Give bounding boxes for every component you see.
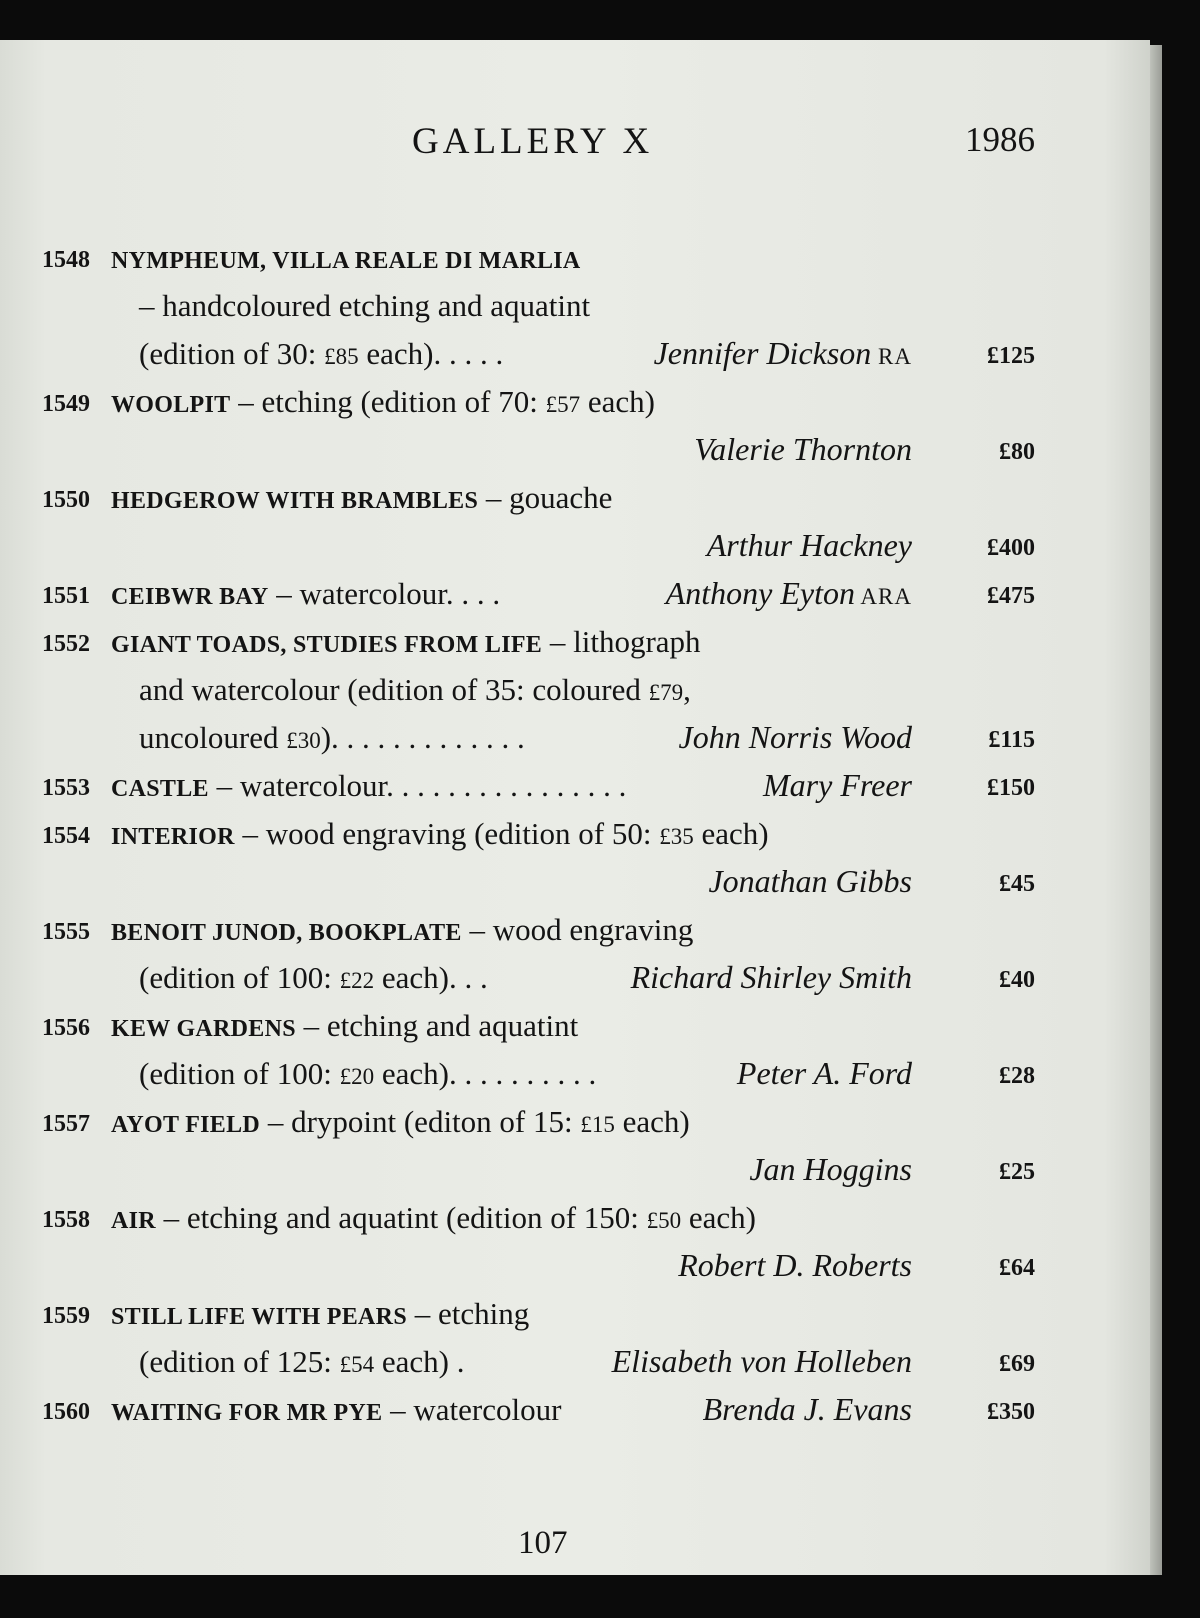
entry-artist: Mary Freer — [763, 767, 912, 803]
entry-heading — [111, 1008, 578, 1044]
entry-number: 1554 — [42, 823, 90, 849]
entry-edition — [139, 672, 691, 708]
entry-title: INTERIOR — [111, 824, 235, 850]
entry-price: £28 — [999, 1063, 1035, 1089]
entry-1555-line2 — [0, 952, 1150, 1000]
entry-description: – etching (edition of 70: — [230, 384, 546, 419]
entry-number: 1559 — [42, 1303, 90, 1329]
entry-heading — [111, 480, 612, 516]
entry-description: – gouache — [478, 480, 613, 515]
artist-honours: ARA — [854, 584, 912, 609]
entry-price: £125 — [987, 343, 1035, 369]
gallery-title: GALLERY X — [412, 121, 654, 162]
entry-heading — [111, 384, 655, 420]
entry-description: – etching — [406, 1296, 530, 1331]
entry-heading — [111, 1200, 756, 1236]
edition-price: £57 — [545, 392, 581, 417]
entry-title: KEW GARDENS — [111, 1016, 296, 1042]
page-edge — [1150, 45, 1162, 1575]
entry-1552-line3 — [0, 712, 1150, 760]
entry-1554-line1 — [0, 808, 1150, 856]
edition-text: (edition of 100: — [139, 1056, 340, 1091]
entry-artist: Elisabeth von Holleben — [611, 1343, 912, 1379]
entry-1549-line1 — [0, 376, 1150, 424]
entry-artist: Jonathan Gibbs — [708, 863, 912, 899]
entry-price: £45 — [999, 871, 1035, 897]
entry-price: £69 — [999, 1351, 1035, 1377]
entry-description: – drypoint (editon of 15: — [260, 1104, 581, 1139]
entry-title: WAITING FOR MR PYE — [111, 1400, 383, 1426]
entry-price: £475 — [987, 583, 1035, 609]
entry-description: – wood engraving — [461, 912, 694, 947]
entry-price: £350 — [987, 1399, 1035, 1425]
entry-edition — [139, 1344, 464, 1380]
entry-number: 1548 — [42, 247, 90, 273]
entry-title: WOOLPIT — [111, 392, 231, 418]
entry-edition — [139, 336, 503, 372]
entry-1552-line2 — [0, 664, 1150, 712]
entry-heading — [111, 768, 626, 804]
entry-number: 1551 — [42, 583, 90, 609]
entry-artist: John Norris Wood — [678, 719, 912, 755]
edition-text: and watercolour (edition of 35: coloured — [139, 672, 649, 707]
edition-leader: each) . — [374, 1344, 465, 1379]
edition-price: £20 — [339, 1064, 375, 1089]
catalogue-page — [0, 40, 1150, 1575]
entry-price: £400 — [987, 535, 1035, 561]
entry-artist: Robert D. Roberts — [678, 1247, 912, 1283]
edition-text: (edition of 125: — [139, 1344, 340, 1379]
entry-heading — [111, 240, 581, 276]
artist-name: Anthony Eyton — [665, 575, 855, 611]
page-header — [0, 120, 1150, 180]
edition-leader: each). . . . . — [358, 336, 504, 371]
entry-price: £115 — [988, 727, 1035, 753]
edition-text: (edition of 100: — [139, 960, 340, 995]
entry-description: – etching and aquatint — [295, 1008, 579, 1043]
entry-edition — [139, 720, 525, 756]
entry-artist: Valerie Thornton — [694, 431, 912, 467]
entry-number: 1560 — [42, 1399, 90, 1425]
edition-price: £54 — [339, 1352, 375, 1377]
entry-number: 1558 — [42, 1207, 90, 1233]
entry-1550-line2 — [0, 520, 1150, 568]
edition-price: £50 — [646, 1208, 682, 1233]
entry-artist: Peter A. Ford — [736, 1055, 912, 1091]
entry-title: HEDGEROW WITH BRAMBLES — [111, 488, 479, 514]
entry-number: 1555 — [42, 919, 90, 945]
entry-1548-line1 — [0, 232, 1150, 280]
entry-1556-line2 — [0, 1048, 1150, 1096]
edition-leader: each). . . . . . . . . . — [374, 1056, 597, 1091]
entry-1548-line2 — [0, 280, 1150, 328]
entry-title: GIANT TOADS, STUDIES FROM LIFE — [111, 632, 543, 658]
entry-description-end: each) — [580, 384, 655, 419]
entry-1556-line1 — [0, 1000, 1150, 1048]
entry-title: NYMPHEUM, VILLA REALE DI MARLIA — [111, 248, 581, 274]
entry-artist: Richard Shirley Smith — [630, 959, 912, 995]
entry-1551-line1 — [0, 568, 1150, 616]
entry-heading — [111, 576, 500, 612]
entry-title: STILL LIFE WITH PEARS — [111, 1304, 407, 1330]
entry-description-end: each) — [614, 1104, 690, 1139]
edition-text: uncoloured — [139, 720, 287, 755]
entry-description-end: each) — [693, 816, 769, 851]
artist-honours: RA — [871, 344, 912, 369]
entry-price: £150 — [987, 775, 1035, 801]
entry-1554-line2 — [0, 856, 1150, 904]
edition-text: (edition of 30: — [139, 336, 325, 371]
entry-artist — [666, 575, 912, 612]
entry-1559-line1 — [0, 1288, 1150, 1336]
entry-1560-line1 — [0, 1384, 1150, 1432]
entry-1557-line2 — [0, 1144, 1150, 1192]
entry-artist: Arthur Hackney — [706, 527, 912, 563]
entry-edition — [139, 1056, 596, 1092]
edition-price: £30 — [286, 728, 321, 753]
edition-price: £79 — [648, 680, 684, 705]
entry-1552-line1 — [0, 616, 1150, 664]
edition-leader: each). . . — [374, 960, 488, 995]
entry-title: BENOIT JUNOD, BOOKPLATE — [111, 920, 462, 946]
entry-title: AIR — [111, 1208, 156, 1234]
entry-1548-line3 — [0, 328, 1150, 376]
entry-description: – wood engraving (edition of 50: — [234, 816, 660, 851]
edition-price: £15 — [580, 1112, 615, 1137]
entry-artist: Brenda J. Evans — [702, 1391, 912, 1427]
entry-number: 1552 — [42, 631, 90, 657]
entry-number: 1550 — [42, 487, 90, 513]
entry-description: – handcoloured etching and aquatint — [139, 288, 591, 323]
entry-1557-line1 — [0, 1096, 1150, 1144]
entry-1559-line2 — [0, 1336, 1150, 1384]
edition-price: £35 — [659, 824, 694, 849]
entry-description: – etching and aquatint (edition of 150: — [155, 1200, 647, 1235]
entry-title: CASTLE — [111, 776, 209, 802]
entry-heading — [111, 1296, 529, 1332]
entry-heading — [111, 1392, 561, 1428]
entry-description: – watercolour — [382, 1392, 562, 1427]
entry-title: AYOT FIELD — [111, 1112, 261, 1138]
entry-heading — [111, 624, 701, 660]
entry-edition — [139, 960, 488, 996]
entry-number: 1556 — [42, 1015, 90, 1041]
entry-price: £25 — [999, 1159, 1035, 1185]
entry-1553-line1 — [0, 760, 1150, 808]
entry-heading — [111, 1104, 690, 1140]
catalogue-year: 1986 — [965, 120, 1035, 159]
entry-number: 1553 — [42, 775, 90, 801]
entry-description: – watercolour. . . . . . . . . . . . . . . . — [208, 768, 627, 803]
entry-description-end: each) — [681, 1200, 756, 1235]
entry-heading — [111, 816, 769, 852]
edition-price: £85 — [324, 344, 359, 369]
artist-name: Jennifer Dickson — [653, 335, 872, 371]
entry-artist: Jan Hoggins — [749, 1151, 912, 1187]
entry-1550-line1 — [0, 472, 1150, 520]
entry-price: £64 — [999, 1255, 1035, 1281]
edition-price: £22 — [339, 968, 375, 993]
entry-artist — [654, 335, 912, 372]
edition-leader: ). . . . . . . . . . . . . — [320, 720, 525, 755]
entry-1558-line1 — [0, 1192, 1150, 1240]
entry-description: – watercolour. . . . — [268, 576, 501, 611]
entry-price: £80 — [999, 439, 1035, 465]
entry-1558-line2 — [0, 1240, 1150, 1288]
entry-1549-line2 — [0, 424, 1150, 472]
entry-number: 1557 — [42, 1111, 90, 1137]
entry-price: £40 — [999, 967, 1035, 993]
edition-text-end: , — [683, 672, 691, 707]
entry-title: CEIBWR BAY — [111, 584, 269, 610]
page-number: 107 — [518, 1525, 568, 1561]
entry-1555-line1 — [0, 904, 1150, 952]
entry-number: 1549 — [42, 391, 90, 417]
entry-description: – lithograph — [542, 624, 701, 659]
entry-heading — [111, 912, 693, 948]
